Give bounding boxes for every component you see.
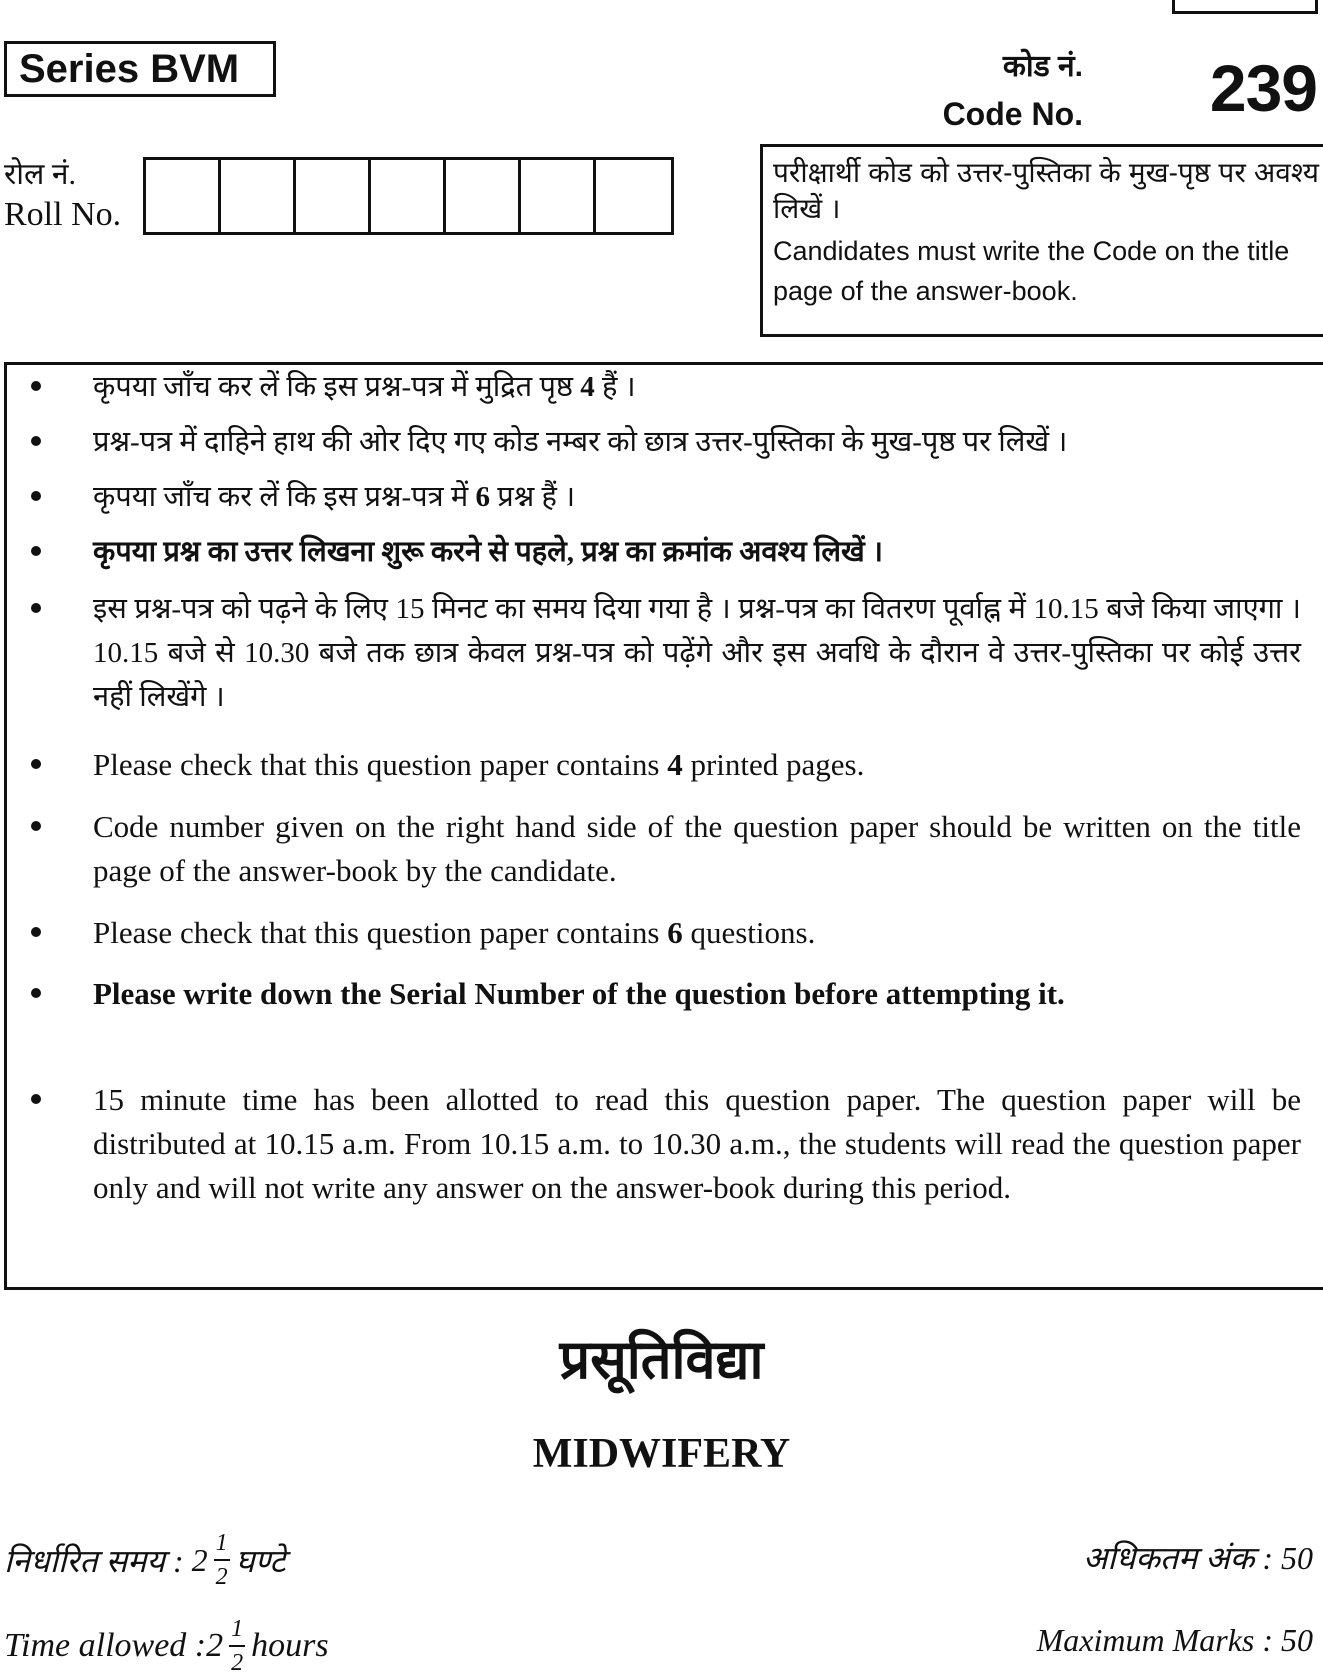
roll-cell[interactable] <box>221 160 296 232</box>
instruction-item: Code number given on the right hand side of the question paper should be written on the title page of the answer-book by the candidate. <box>31 805 1311 893</box>
series-box <box>4 41 276 97</box>
bullet-icon <box>31 381 41 391</box>
instruction-item: कृपया जाँच कर लें कि इस प्रश्न-पत्र में 6 प्रश्न हैं । <box>31 475 1311 519</box>
instruction-item: Please check that this question paper contains 4 printed pages. <box>31 743 1311 787</box>
instruction-item: Please check that this question paper contains 6 questions. <box>31 911 1311 955</box>
roll-cell[interactable] <box>446 160 521 232</box>
series-label: Series BVM <box>19 47 240 91</box>
max-marks-english: Maximum Marks : 50 <box>1036 1622 1313 1658</box>
code-notice-hindi: परीक्षार्थी कोड को उत्तर-पुस्तिका के मुख-पृष्ठ पर अवश्य लिखें । <box>773 157 1319 224</box>
bullet-icon <box>31 988 41 998</box>
instruction-item: 15 minute time has been allotted to read this question paper. The question paper will be distributed at 10.15 a.m. From 10.15 a.m. to 10.30 a.m., the students will read the question paper only and will not write any answer on the answer-book during this period. <box>31 1078 1311 1210</box>
roll-cell[interactable] <box>371 160 446 232</box>
roll-number-grid <box>143 157 674 235</box>
roll-cell[interactable] <box>596 160 671 232</box>
bullet-icon <box>31 546 41 556</box>
bullet-icon <box>31 436 41 446</box>
roll-cell[interactable] <box>296 160 371 232</box>
fraction: $\frac{1}{2}$ <box>231 1616 244 1675</box>
instruction-item: कृपया जाँच कर लें कि इस प्रश्न-पत्र में मुद्रित पृष्ठ 4 हैं । <box>31 365 1311 409</box>
bullet-icon <box>31 759 41 769</box>
code-label-hindi: कोड नं. <box>1002 50 1083 83</box>
instructions-box <box>4 362 1323 1290</box>
corner-box <box>1172 0 1318 14</box>
max-marks-hindi: अधिकतम अंक : 50 <box>1082 1540 1313 1576</box>
subject-title-hindi: प्रसूतिविद्या <box>559 1330 764 1390</box>
bullet-icon <box>31 927 41 937</box>
code-notice-box <box>760 144 1323 337</box>
time-allowed-hindi: निर्धारित समय : 2 $\frac{1}{2}$ घण्टे <box>4 1530 286 1590</box>
bullet-icon <box>31 491 41 501</box>
code-number: 239 <box>1209 51 1317 125</box>
time-allowed-english: Time allowed : 2 $\frac{1}{2}$ hours <box>4 1616 329 1675</box>
fraction: $\frac{1}{2}$ <box>215 1530 228 1590</box>
roll-cell[interactable] <box>146 160 221 232</box>
instruction-item: Please write down the Serial Number of the question before attempting it. <box>31 972 1311 1016</box>
bullet-icon <box>31 1094 41 1104</box>
code-notice-english: Candidates must write the Code on the title page of the answer-book. <box>773 236 1290 306</box>
instruction-item: इस प्रश्न-पत्र को पढ़ने के लिए 15 मिनट का समय दिया गया है । प्रश्न-पत्र का वितरण पूर्वाह्न में 10.15 बजे किया जाएगा । 10.15 बजे से 10.30 बजे तक छात्र केवल प्रश्न-पत्र को पढ़ेंगे और इस अवधि के दौरान वे उत्तर-पुस्तिका पर कोई उत्तर नहीं लिखेंगे । <box>31 587 1311 719</box>
instruction-item: कृपया प्रश्न का उत्तर लिखना शुरू करने से पहले, प्रश्न का क्रमांक अवश्य लिखें । <box>31 530 1311 574</box>
roll-label-hindi: रोल नं. <box>4 158 77 191</box>
subject-title-english: MIDWIFERY <box>532 1431 791 1477</box>
code-label-english: Code No. <box>942 96 1083 132</box>
roll-cell[interactable] <box>521 160 596 232</box>
bullet-icon <box>31 821 41 831</box>
roll-label-english: Roll No. <box>4 196 122 233</box>
bullet-icon <box>31 603 41 613</box>
instruction-item: प्रश्न-पत्र में दाहिने हाथ की ओर दिए गए कोड नम्बर को छात्र उत्तर-पुस्तिका के मुख-पृष्ठ पर लिखें । <box>31 420 1311 464</box>
